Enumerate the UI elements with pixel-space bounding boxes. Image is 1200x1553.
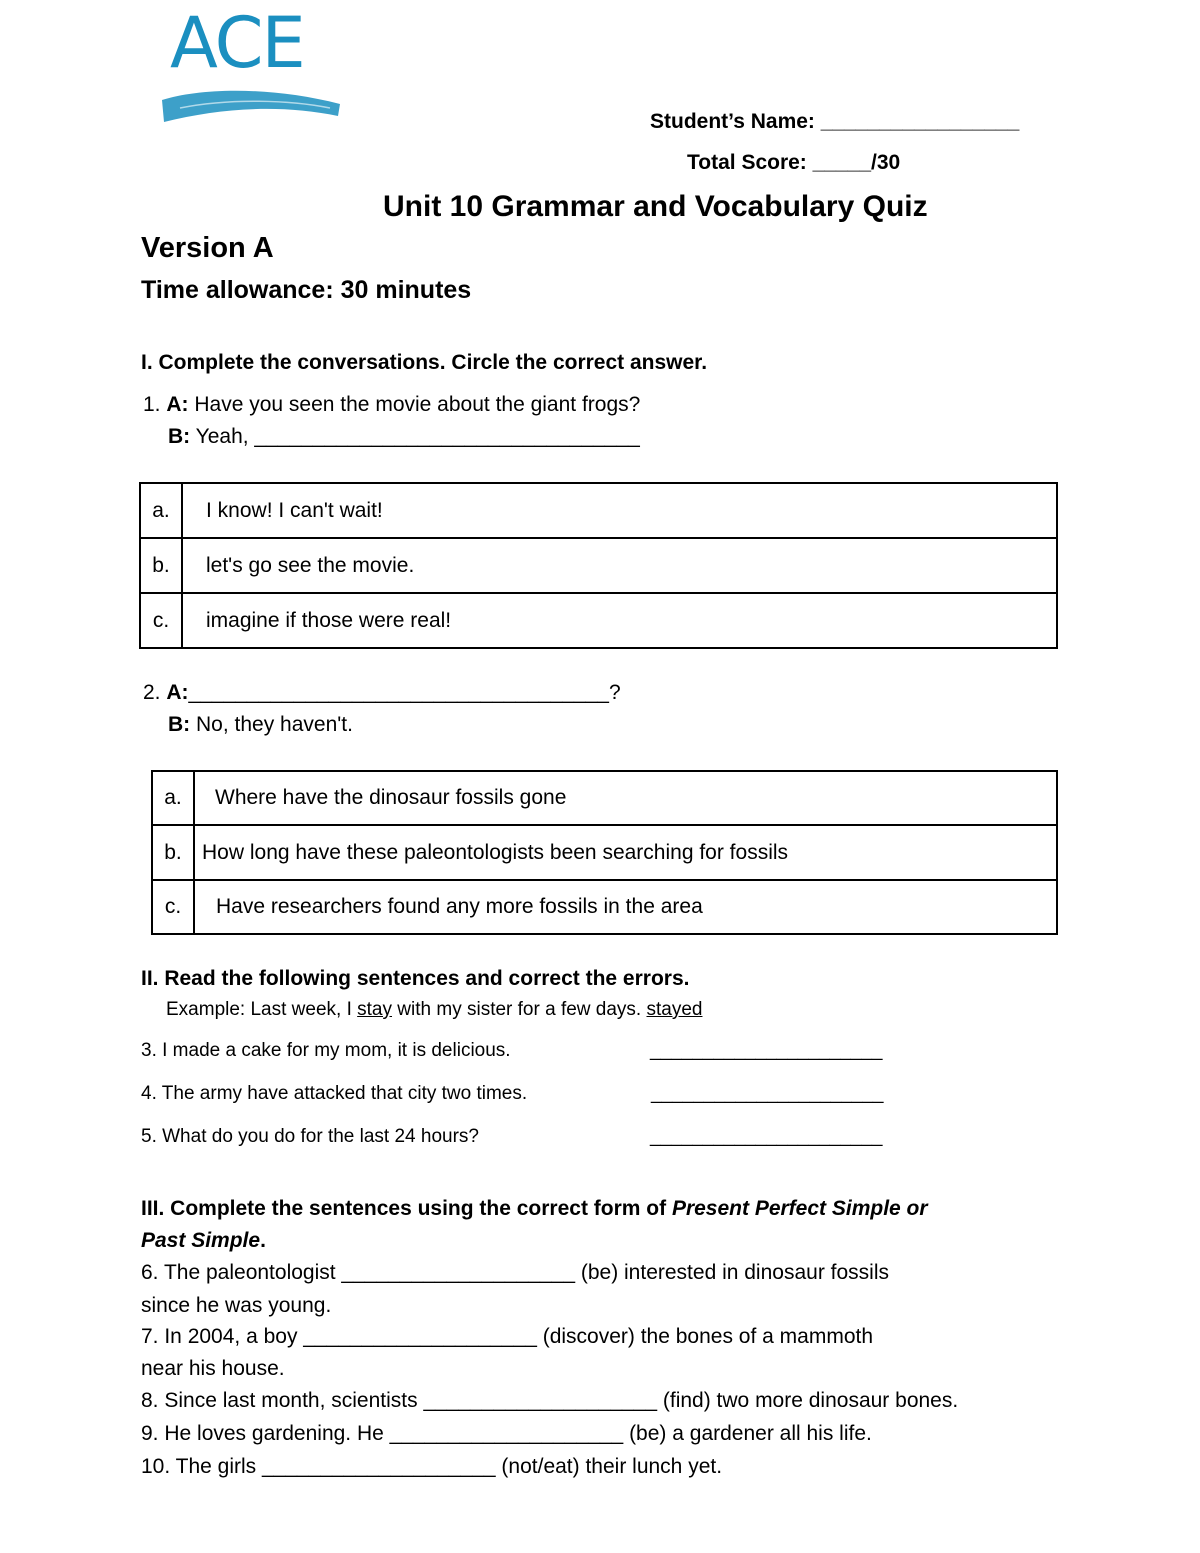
q1-options-table bbox=[139, 482, 1058, 649]
option-text: Have researchers found any more fossils in the area bbox=[194, 880, 1057, 934]
q1-line-b bbox=[168, 425, 640, 449]
example-middle: with my sister for a few days. bbox=[397, 999, 642, 1020]
part3-heading-italic-1: Present Perfect Simple or bbox=[671, 1197, 928, 1220]
q2-options-table bbox=[151, 770, 1058, 935]
q1-line-a bbox=[143, 393, 640, 417]
option-letter: a. bbox=[140, 483, 182, 538]
part3-item-10: 10. The girls ____________________ (not/eat) their lunch yet. bbox=[141, 1455, 723, 1478]
part2-answer-blank-5[interactable]: ______________________ bbox=[650, 1126, 883, 1147]
part2-item-3: 3. I made a cake for my mom, it is delicious. bbox=[141, 1040, 511, 1061]
q1-number: 1. bbox=[143, 393, 161, 416]
student-name-field: Student’s Name: _________________ bbox=[650, 110, 1020, 133]
option-text: imagine if those were real! bbox=[182, 593, 1057, 648]
part3-item-7-line2: near his house. bbox=[141, 1357, 285, 1380]
part2-heading: II. Read the following sentences and correct the errors. bbox=[141, 967, 690, 990]
example-error: stay bbox=[357, 999, 393, 1020]
q2-line-a bbox=[143, 681, 621, 705]
part1-heading: I. Complete the conversations. Circle the correct answer. bbox=[141, 351, 708, 374]
part2-example bbox=[166, 999, 702, 1021]
q2-option-c[interactable] bbox=[152, 880, 1057, 934]
q2-b-label: B: bbox=[168, 713, 191, 736]
q2-option-a[interactable] bbox=[152, 771, 1057, 825]
part3-item-7-line1: 7. In 2004, a boy ____________________ (discover) the bones of a mammoth bbox=[141, 1325, 874, 1348]
q1-b-text: Yeah, _________________________________ bbox=[195, 425, 640, 448]
option-letter: b. bbox=[152, 825, 194, 880]
option-letter: c. bbox=[140, 593, 182, 648]
part3-heading-prefix: III. Complete the sentences using the correct form of bbox=[141, 1197, 667, 1220]
q1-option-a[interactable] bbox=[140, 483, 1057, 538]
part3-heading-line1 bbox=[141, 1197, 928, 1221]
q2-line-b bbox=[168, 713, 353, 737]
q1-b-label: B: bbox=[168, 425, 191, 448]
time-allowance: Time allowance: 30 minutes bbox=[141, 276, 472, 304]
example-answer: stayed bbox=[646, 999, 703, 1020]
version-label: Version A bbox=[141, 232, 274, 264]
option-letter: a. bbox=[152, 771, 194, 825]
logo-text: ACE bbox=[170, 2, 304, 84]
option-text: How long have these paleontologists been searching for fossils bbox=[194, 825, 1057, 880]
q1-option-c[interactable] bbox=[140, 593, 1057, 648]
q1-a-label: A: bbox=[166, 393, 189, 416]
q2-a-label: A: bbox=[166, 681, 189, 704]
part2-answer-blank-3[interactable]: ______________________ bbox=[650, 1040, 883, 1061]
option-text: I know! I can't wait! bbox=[182, 483, 1057, 538]
logo-swoosh-icon bbox=[160, 78, 350, 123]
part2-answer-blank-4[interactable]: ______________________ bbox=[651, 1083, 884, 1104]
page-title: Unit 10 Grammar and Vocabulary Quiz bbox=[383, 190, 928, 223]
option-letter: c. bbox=[152, 880, 194, 934]
part3-heading-line2 bbox=[141, 1229, 266, 1253]
part3-item-9: 9. He loves gardening. He ____________________ (be) a gardener all his life. bbox=[141, 1422, 872, 1445]
option-text: Where have the dinosaur fossils gone bbox=[194, 771, 1057, 825]
example-prefix: Example: Last week, I bbox=[166, 999, 352, 1020]
q1-a-text: Have you seen the movie about the giant frogs? bbox=[194, 393, 641, 416]
part3-heading-italic-2: Past Simple bbox=[141, 1229, 261, 1252]
q2-number: 2. bbox=[143, 681, 161, 704]
q1-option-b[interactable] bbox=[140, 538, 1057, 593]
total-score-field: Total Score: _____/30 bbox=[687, 151, 901, 174]
ace-logo bbox=[160, 2, 350, 117]
part3-item-6-line1: 6. The paleontologist ____________________ (be) interested in dinosaur fossils bbox=[141, 1261, 889, 1284]
part2-item-4: 4. The army have attacked that city two times. bbox=[141, 1083, 528, 1104]
part2-item-5: 5. What do you do for the last 24 hours? bbox=[141, 1126, 479, 1147]
q2-b-text: No, they haven't. bbox=[196, 713, 353, 736]
part3-heading-suffix: . bbox=[260, 1229, 266, 1252]
q2-a-text: ____________________________________? bbox=[188, 681, 621, 704]
option-text: let's go see the movie. bbox=[182, 538, 1057, 593]
part3-item-8: 8. Since last month, scientists ____________________ (find) two more dinosaur bones. bbox=[141, 1389, 959, 1412]
option-letter: b. bbox=[140, 538, 182, 593]
q2-option-b[interactable] bbox=[152, 825, 1057, 880]
part3-item-6-line2: since he was young. bbox=[141, 1294, 332, 1317]
